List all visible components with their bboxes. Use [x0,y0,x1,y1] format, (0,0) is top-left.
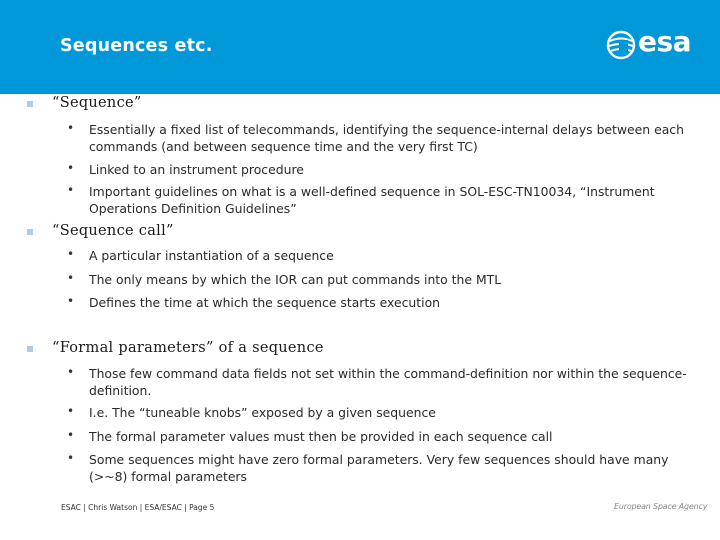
section-bullet-square [27,101,33,107]
bullet-dot: • [67,271,75,285]
bullet-dot: • [67,183,75,197]
list-item: A particular instantiation of a sequence [89,248,334,263]
list-item: Linked to an instrument procedure [89,162,304,177]
bullet-dot: • [67,294,75,308]
list-item: Some sequences might have zero formal parameters. Very few sequences should have many (>~8) formal parameters [89,452,669,484]
esa-logo [606,25,702,64]
bullet-dot: • [67,428,75,442]
bullet-dot: • [67,404,75,418]
bullet-dot: • [67,121,75,135]
section-title: “Sequence call” [52,223,174,239]
bullet-dot: • [67,161,75,175]
esa-globe-icon [606,30,636,60]
list-item: The only means by which the IOR can put commands into the MTL [89,272,502,287]
bullet-dot: • [67,451,75,465]
esa-logo-text: esa [638,25,692,58]
section-bullet-square [27,346,33,352]
list-item: The formal parameter values must then be provided in each sequence call [89,429,553,444]
list-item: Essentially a fixed list of telecommands, identifying the sequence-internal delays between each commands (and between sequence time and the very first TC) [89,122,684,154]
list-item: Those few command data fields not set within the command-definition nor within the sequence-definition. [89,366,687,398]
bullet-dot: • [67,247,75,261]
footer-agency-name: European Space Agency [614,502,708,511]
list-item: Defines the time at which the sequence starts execution [89,295,441,310]
list-item: I.e. The “tuneable knobs” exposed by a given sequence [89,405,436,420]
list-item: Important guidelines on what is a well-defined sequence in SOL-ESC-TN10034, “Instrument Operations Definition Guidelines” [89,184,655,216]
section-title: “Sequence” [52,95,142,111]
section-title: “Formal parameters” of a sequence [52,340,324,356]
footer-credits: ESAC | Chris Watson | ESA/ESAC | Page 5 [61,503,215,512]
bullet-dot: • [67,365,75,379]
slide-header [0,0,720,94]
section-bullet-square [27,229,33,235]
slide-title: Sequences etc. [60,36,213,56]
